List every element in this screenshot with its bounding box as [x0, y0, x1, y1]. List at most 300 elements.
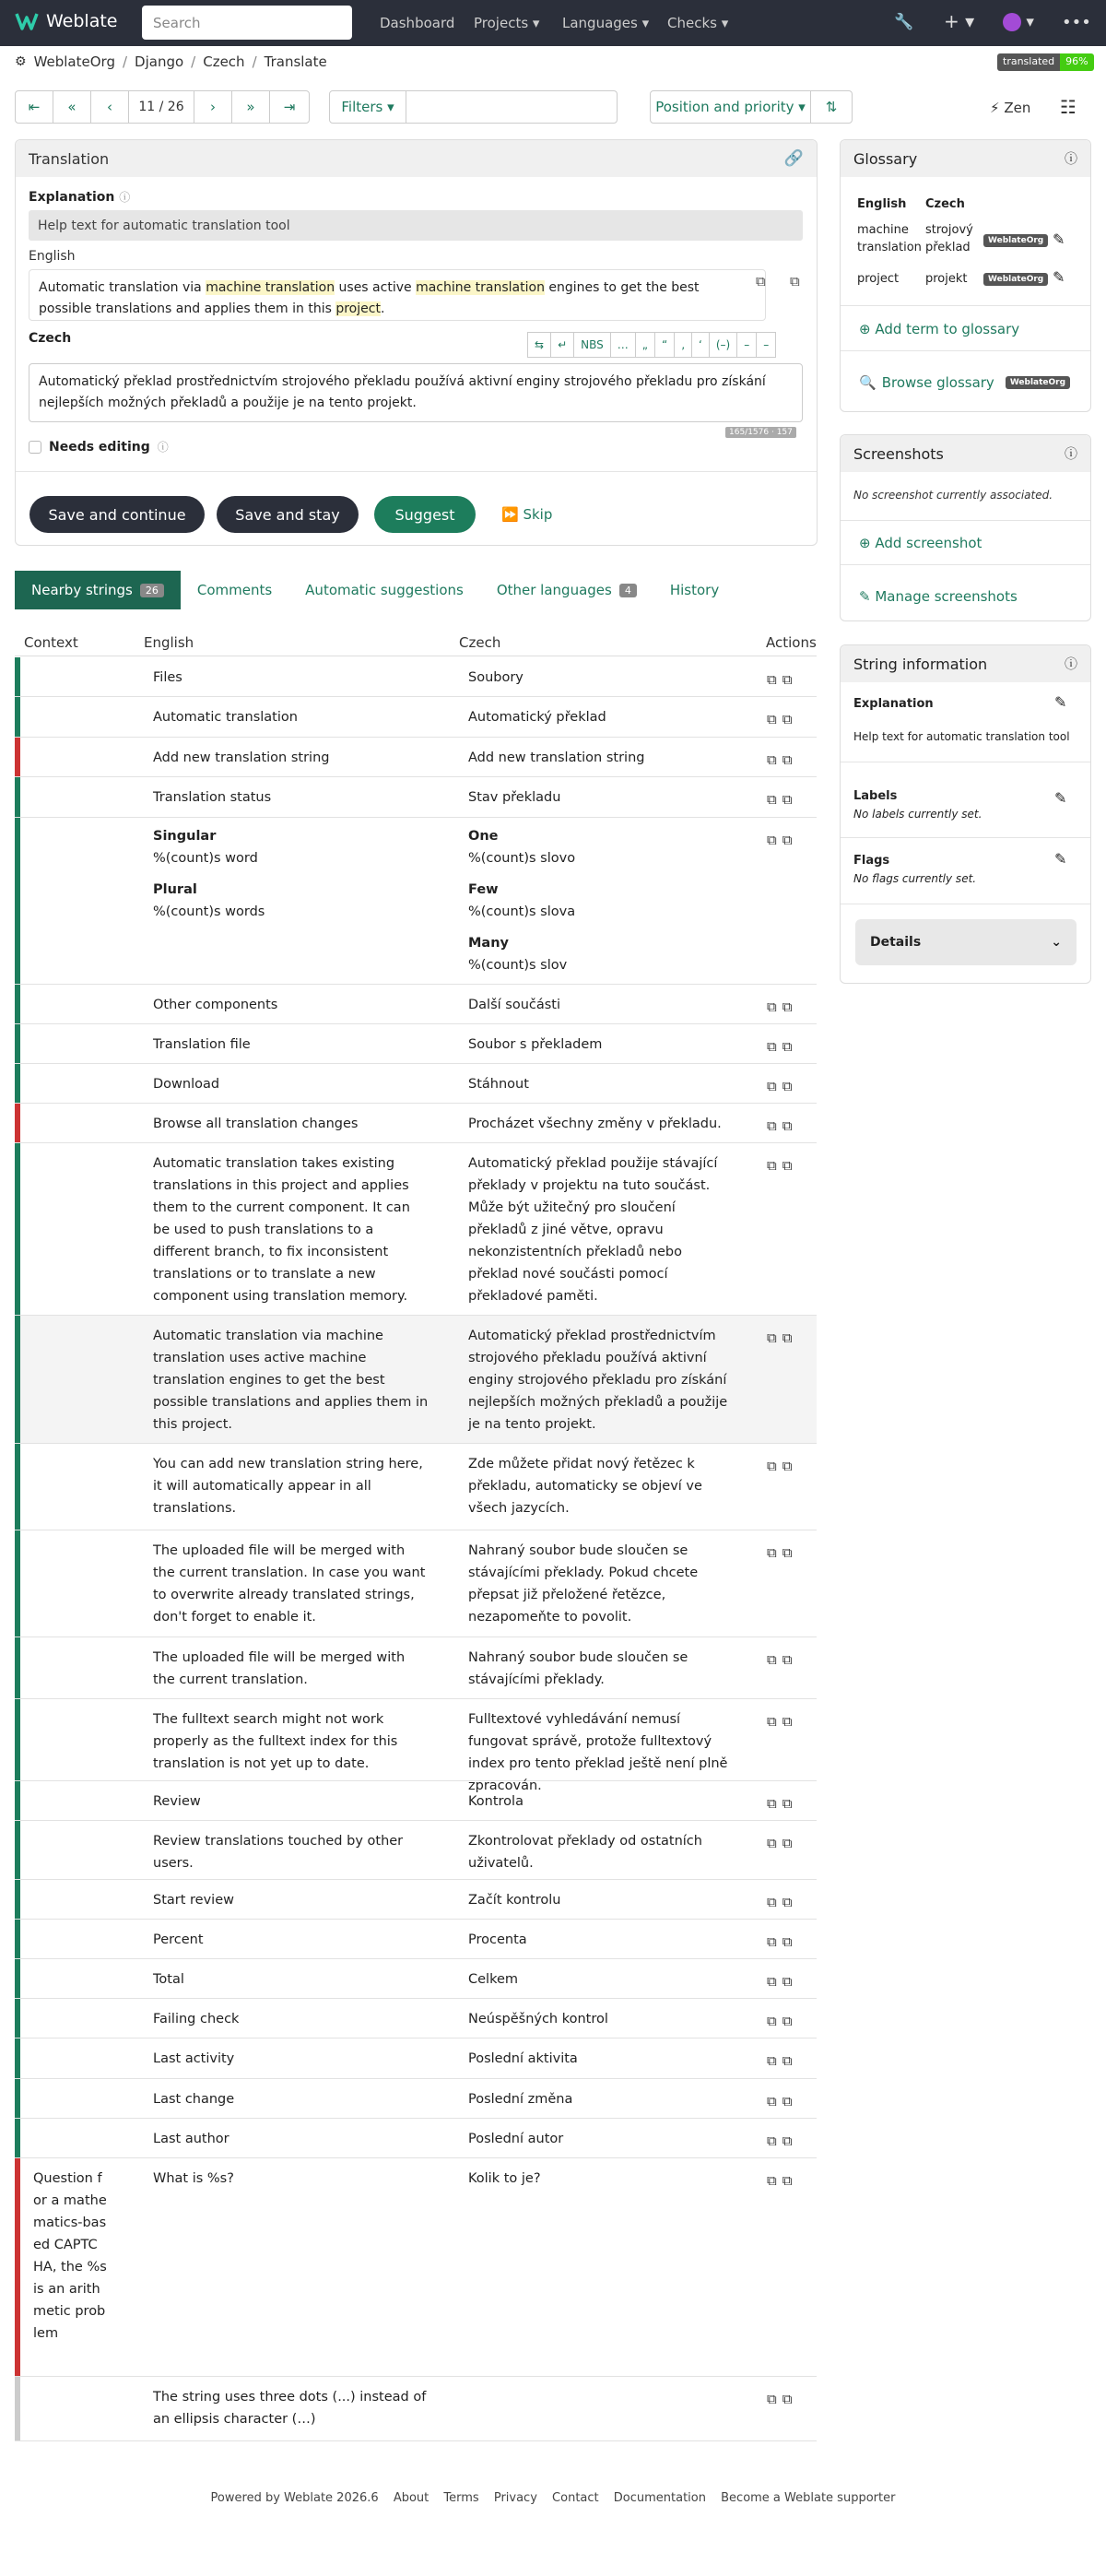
table-row[interactable]	[15, 1821, 817, 1880]
col-english: English	[144, 634, 194, 651]
table-row[interactable]	[15, 1316, 817, 1444]
clone-icon[interactable]: ⧉	[782, 2093, 793, 2109]
copy-icon[interactable]: ⧉	[767, 998, 777, 1015]
info-icon[interactable]: ⓘ	[1065, 152, 1077, 167]
status-bar	[15, 738, 20, 776]
row-actions	[767, 2388, 792, 2410]
translation-cell: Poslední změna	[468, 2092, 573, 2107]
clone-icon[interactable]: ⧉	[782, 1894, 793, 1910]
nav-dashboard[interactable]: Dashboard	[380, 15, 455, 31]
table-row[interactable]	[15, 985, 817, 1024]
copy-icon[interactable]: ⧉	[767, 1078, 777, 1094]
footer-support[interactable]: Become a Weblate supporter	[721, 2491, 896, 2505]
status-bar	[15, 1821, 20, 1879]
clone-icon[interactable]: ⧉	[782, 1544, 793, 1561]
table-row[interactable]	[15, 1637, 817, 1699]
status-bar	[15, 697, 20, 737]
browse-icon: 🔍	[859, 374, 877, 391]
crumb-translate: Translate	[264, 53, 327, 70]
row-actions	[767, 2010, 792, 2032]
clone-icon[interactable]: ⧉	[782, 2172, 793, 2189]
clone-icon[interactable]: ⧉	[782, 751, 793, 768]
row-actions	[767, 1075, 792, 1097]
translation-cell: Fulltextové vyhledávání nemusí fungovat správě, protože fulltextový index pro tento překlad ještě není plně zpracován.	[468, 1712, 728, 1793]
plural-cs-one: %(count)s slovo	[468, 851, 576, 866]
copy-source-icon[interactable]: ⧉	[756, 273, 766, 290]
glossary-term-cs: strojový překlad	[925, 223, 973, 254]
translated-badge[interactable]	[997, 53, 1094, 71]
clone-icon[interactable]: ⧉	[782, 791, 793, 808]
clone-icon[interactable]: ⧉	[782, 998, 793, 1015]
char-counter: 165/1576 · 157	[725, 427, 796, 438]
row-actions	[767, 1648, 792, 1671]
row-actions	[767, 788, 792, 810]
details-accordion[interactable]	[855, 919, 1077, 965]
strings-table-header	[15, 629, 817, 656]
col-actions: Actions	[766, 634, 817, 651]
search-input[interactable]	[142, 6, 352, 40]
source-cell: The string uses three dots (...) instead of an ellipsis character (…)	[153, 2390, 427, 2427]
source-cell: Automatic translation takes existing translations in this project and applies them to the current component. It can be used to push translations to a different branch, to fix inconsistent translations or to translate a new component using translation memory.	[153, 1156, 410, 1304]
status-bar	[15, 985, 20, 1023]
info-explanation-label: Explanation	[853, 697, 934, 711]
status-bar	[15, 1637, 20, 1698]
first-string-button[interactable]: ⇤	[15, 90, 53, 124]
edit-explanation-icon[interactable]: ✎	[1054, 693, 1067, 711]
status-bar	[15, 1024, 20, 1063]
clone-icon[interactable]: ⧉	[782, 1078, 793, 1094]
table-row[interactable]	[15, 1959, 817, 1999]
previous-fast-button[interactable]: «	[53, 90, 91, 124]
table-row[interactable]	[15, 1781, 817, 1821]
row-actions	[767, 2169, 792, 2192]
crumb-sep: /	[191, 53, 196, 70]
screenshots-panel	[840, 434, 1091, 621]
zen-icon: ⚡	[990, 100, 1000, 116]
skip-icon: ⏩	[501, 506, 519, 523]
toolbar-nbsp-button[interactable]: NBS	[573, 332, 611, 358]
copy-icon[interactable]: ⧉	[767, 751, 777, 768]
badge-label: translated	[997, 53, 1060, 71]
glossary-highlight[interactable]: machine translation	[206, 280, 335, 295]
clone-icon[interactable]: ⧉	[782, 1117, 793, 1134]
row-actions	[767, 1832, 792, 1854]
row-actions	[767, 829, 792, 851]
row-actions	[767, 749, 792, 771]
plural-label-many: Many	[468, 936, 509, 951]
status-bar	[15, 2119, 20, 2157]
table-row[interactable]	[15, 2119, 817, 2158]
status-bar	[15, 1999, 20, 2038]
source-cell: Automatic translation via machine translation uses active machine translation engines to get the best possible translations and applies them in this project.	[153, 1329, 429, 1432]
row-actions	[767, 1455, 792, 1477]
translation-cell: Procenta	[468, 1932, 527, 1947]
translation-textarea[interactable]: Automatický překlad prostřednictvím strojového překladu používá aktivní enginy strojového překladu pro získání nejlepších možných překladů a použije je na tento projekt.	[29, 363, 803, 422]
zen-button[interactable]	[990, 100, 1030, 116]
copy-icon[interactable]: ⧉	[767, 1933, 777, 1950]
add-term-link[interactable]: ⊕ Add term to glossary	[859, 321, 1020, 337]
nav-projects[interactable]: Projects ▾	[474, 15, 540, 31]
footer-documentation[interactable]: Documentation	[613, 2491, 706, 2505]
plural-label-few: Few	[468, 882, 499, 897]
source-cell: Review	[153, 1794, 201, 1809]
row-actions	[767, 1327, 792, 1349]
translation-cell: Zde můžete přidat nový řetězec k překladu, automaticky se objeví ve všech jazycích.	[468, 1457, 702, 1516]
source-language-label: English	[29, 249, 76, 264]
translation-cell: Neúspěšných kontrol	[468, 2012, 608, 2027]
clone-icon[interactable]: ⧉	[782, 2052, 793, 2069]
copy-icon[interactable]: ⧉	[767, 2133, 777, 2149]
footer-about[interactable]: About	[393, 2491, 429, 2505]
edit-labels-icon[interactable]: ✎	[1054, 789, 1067, 807]
status-bar	[15, 1781, 20, 1820]
translation-cell: Kolik to je?	[468, 2171, 541, 2186]
translation-cell: Další součásti	[468, 998, 561, 1012]
glossary-term-cs: projekt	[925, 272, 968, 286]
table-row[interactable]	[15, 697, 817, 738]
previous-string-button[interactable]: ‹	[90, 90, 129, 124]
translation-panel	[15, 139, 818, 546]
weblate-logo-icon	[15, 12, 39, 30]
info-flags-label: Flags	[853, 854, 890, 868]
context-cell: Question for a mathematics-based CAPTCHA, the %s is an arithmetic problem	[33, 2171, 107, 2341]
copy-icon[interactable]: ⧉	[767, 1117, 777, 1134]
toolbar-dash-button[interactable]: (–)	[709, 332, 737, 358]
table-row[interactable]	[15, 1999, 817, 2038]
copy-icon[interactable]: ⧉	[767, 2052, 777, 2069]
toolbar-dash-button[interactable]: –	[756, 332, 776, 358]
table-row[interactable]	[15, 2038, 817, 2079]
translation-cell: Automatický překlad	[468, 710, 606, 725]
clone-icon[interactable]: ⧉	[782, 1651, 793, 1668]
glossary-highlight[interactable]: machine translation	[416, 280, 545, 295]
info-icon: ⓘ	[119, 191, 131, 204]
translation-panel-header	[16, 140, 817, 177]
divider	[841, 564, 1090, 565]
badge-value: 96%	[1060, 53, 1093, 71]
info-icon[interactable]: ⓘ	[1065, 657, 1077, 672]
nearby-count-badge: 26	[140, 584, 164, 597]
search-placeholder: Search	[153, 14, 201, 31]
table-row[interactable]	[15, 1064, 817, 1104]
copy-icon[interactable]: ⧉	[767, 2013, 777, 2029]
translation-panel-title: Translation	[29, 149, 110, 168]
status-bar	[15, 1104, 20, 1142]
table-row[interactable]	[15, 657, 817, 697]
source-cell: Last author	[153, 2132, 229, 2146]
copy-icon[interactable]: ⧉	[767, 791, 777, 808]
col-czech: Czech	[459, 634, 501, 651]
table-row[interactable]	[15, 1880, 817, 1920]
table-row[interactable]	[15, 1444, 817, 1530]
filters-dropdown[interactable]: Filters ▾	[329, 90, 406, 124]
divider	[16, 471, 817, 472]
edit-pencil-icon[interactable]: ✎	[1053, 230, 1065, 248]
filter-query-input[interactable]	[406, 90, 618, 124]
add-screenshot-link[interactable]: ⊕ Add screenshot	[859, 535, 982, 551]
copy-icon[interactable]: ⧉	[767, 1835, 777, 1851]
glossary-term-en: machine translation	[857, 223, 922, 254]
clone-icon[interactable]: ⧉	[782, 1038, 793, 1055]
brand-logo[interactable]	[15, 11, 117, 31]
special-chars-toolbar	[528, 332, 776, 358]
row-actions	[767, 708, 792, 730]
copy-icon[interactable]: ⧉	[767, 1458, 777, 1474]
source-cell: Translation file	[153, 1037, 251, 1052]
clone-icon[interactable]: ⧉	[782, 1933, 793, 1950]
source-cell: Failing check	[153, 2012, 240, 2027]
brand-name: Weblate	[46, 11, 118, 31]
table-row[interactable]	[15, 738, 817, 777]
source-cell: Other components	[153, 998, 278, 1012]
source-cell: Download	[153, 1077, 220, 1092]
status-bar	[15, 2038, 20, 2078]
copy-icon[interactable]: ⧉	[767, 1651, 777, 1668]
translation-cell: Začít kontrolu	[468, 1893, 561, 1908]
copy-icon[interactable]: ⧉	[767, 1544, 777, 1561]
save-and-continue-button[interactable]: Save and continue	[29, 496, 205, 533]
glossary-term-en: project	[857, 272, 900, 286]
needs-editing-checkbox[interactable]	[29, 439, 169, 455]
settings-sliders-icon[interactable]: ☷	[1060, 96, 1077, 118]
plural-en-other: %(count)s words	[153, 904, 265, 919]
crumb-sep: /	[122, 53, 128, 70]
copy-icon[interactable]: ⧉	[767, 671, 777, 688]
next-string-button[interactable]: ›	[194, 90, 232, 124]
clone-icon[interactable]: ⧉	[782, 832, 793, 848]
browse-glossary-link[interactable]: 🔍 Browse glossary WeblateOrg	[859, 374, 1070, 391]
translation-cell: Stáhnout	[468, 1077, 529, 1092]
row-actions	[767, 1115, 792, 1137]
explanation-label: Explanation ⓘ	[29, 190, 131, 205]
info-labels-label: Labels	[853, 789, 898, 803]
toolbar-swap-button[interactable]: ⇆	[527, 332, 551, 358]
toolbar-quote-button[interactable]: „	[635, 332, 655, 358]
tab-automatic-suggestions[interactable]: Automatic suggestions	[305, 582, 464, 598]
row-actions	[767, 1891, 792, 1913]
no-screenshot-text: No screenshot currently associated.	[853, 489, 1053, 502]
crumb-language[interactable]: Czech	[203, 53, 245, 70]
next-fast-button[interactable]: »	[231, 90, 270, 124]
copy-icon[interactable]: ⧉	[767, 1329, 777, 1346]
clone-icon[interactable]: ⧉	[782, 1973, 793, 1990]
info-icon[interactable]: ⓘ	[1065, 447, 1077, 462]
status-bar	[15, 1530, 20, 1637]
zen-label: Zen	[1004, 100, 1031, 116]
info-explanation-text: Help text for automatic translation tool	[853, 730, 1070, 743]
row-actions	[767, 668, 792, 691]
last-string-button[interactable]: ⇥	[269, 90, 310, 124]
toolbar-quote-button[interactable]: ‘	[691, 332, 710, 358]
status-bar	[15, 657, 20, 696]
row-actions	[767, 1542, 792, 1564]
row-actions	[767, 996, 792, 1018]
string-info-title: String information	[853, 655, 988, 673]
source-cell: Translation status	[153, 790, 272, 805]
toolbar-quote-button[interactable]: ‚	[674, 332, 692, 358]
clone-icon[interactable]: ⧉	[782, 2391, 793, 2407]
edit-pencil-icon[interactable]: ✎	[1053, 268, 1065, 286]
status-bar	[15, 1959, 20, 1998]
divider	[841, 305, 1090, 306]
footer-privacy[interactable]: Privacy	[493, 2491, 537, 2505]
string-info-panel	[840, 644, 1091, 984]
plus-circle-icon: ⊕	[859, 535, 871, 551]
clone-source-icon[interactable]: ⧉	[790, 273, 800, 290]
link-icon[interactable]: 🔗	[783, 149, 804, 168]
table-row[interactable]	[15, 1530, 817, 1637]
glossary-col-english: English	[857, 197, 907, 211]
divider	[841, 350, 1090, 351]
copy-icon[interactable]: ⧉	[767, 1795, 777, 1812]
divider	[841, 520, 1090, 521]
needs-editing-label: Needs editing	[49, 439, 150, 455]
table-row[interactable]	[15, 2158, 817, 2377]
skip-button[interactable]	[501, 506, 552, 523]
toolbar-ellipsis-button[interactable]: …	[610, 332, 636, 358]
copy-icon[interactable]: ⧉	[767, 1038, 777, 1055]
row-actions	[767, 2130, 792, 2152]
sort-direction-icon[interactable]: ⇅	[810, 90, 853, 124]
source-cell: Total	[153, 1972, 184, 1987]
translation-cell: Kontrola	[468, 1794, 524, 1809]
row-actions	[767, 1931, 792, 1953]
save-and-stay-button[interactable]: Save and stay	[217, 496, 359, 533]
clone-icon[interactable]: ⧉	[782, 1713, 793, 1730]
copy-icon[interactable]: ⧉	[767, 1713, 777, 1730]
copy-icon[interactable]: ⧉	[767, 1973, 777, 1990]
source-cell: The uploaded file will be merged with the current translation. In case you want to overwrite already translated strings, don't forget to enable it.	[153, 1543, 426, 1625]
table-row[interactable]	[15, 1104, 817, 1143]
table-row[interactable]	[15, 2377, 817, 2441]
clone-icon[interactable]: ⧉	[782, 1835, 793, 1851]
glossary-tag: WeblateOrg	[1006, 376, 1070, 389]
user-avatar-icon[interactable]: ▾	[1003, 13, 1034, 31]
source-cell: Automatic translation	[153, 710, 298, 725]
copy-icon[interactable]: ⧉	[767, 1157, 777, 1174]
copy-icon[interactable]: ⧉	[767, 832, 777, 848]
clone-icon[interactable]: ⧉	[782, 1458, 793, 1474]
row-actions	[767, 1035, 792, 1058]
translation-cell: Nahraný soubor bude sloučen se stávajícími překlady. Pokud chcete přepsat již přeložené řetězce, nezapomeňte to povolit.	[468, 1543, 699, 1625]
table-row[interactable]	[15, 1699, 817, 1793]
clone-icon[interactable]: ⧉	[782, 1157, 793, 1174]
checkbox-box[interactable]	[29, 441, 41, 454]
clone-icon[interactable]: ⧉	[782, 2133, 793, 2149]
clone-icon[interactable]: ⧉	[782, 1795, 793, 1812]
table-row[interactable]	[15, 1920, 817, 1959]
translation-cell: Automatický překlad prostřednictvím strojového překladu používá aktivní enginy strojového překladu pro získání nejlepších možných překladů a použije je na tento projekt.	[468, 1329, 728, 1432]
info-flags-text: No flags currently set.	[853, 872, 977, 885]
wrench-icon[interactable]: 🔧	[894, 13, 914, 31]
suggest-button[interactable]: Suggest	[374, 496, 476, 533]
more-menu-icon[interactable]: •••	[1062, 13, 1091, 32]
col-context: Context	[24, 634, 78, 651]
tab-nearby-strings[interactable]: Nearby strings 26	[15, 571, 181, 609]
translation-cell: Poslední autor	[468, 2132, 564, 2146]
footer-powered[interactable]: Powered by Weblate 2026.6	[210, 2491, 379, 2505]
table-row[interactable]	[15, 777, 817, 818]
clone-icon[interactable]: ⧉	[782, 1329, 793, 1346]
nav-languages[interactable]: Languages ▾	[562, 15, 650, 31]
details-label: Details	[870, 935, 922, 950]
translation-cell: Nahraný soubor bude sloučen se stávajícími překlady.	[468, 1650, 688, 1687]
table-row[interactable]	[15, 2079, 817, 2119]
glossary-tag: WeblateOrg	[983, 234, 1048, 247]
nav-checks[interactable]: Checks ▾	[667, 15, 729, 31]
toolbar-newline-button[interactable]: ↵	[550, 332, 574, 358]
copy-icon[interactable]: ⧉	[767, 2391, 777, 2407]
toolbar-quote-button[interactable]: “	[654, 332, 675, 358]
manage-screenshots-link[interactable]: ✎ Manage screenshots	[859, 588, 1018, 605]
copy-icon[interactable]: ⧉	[767, 2093, 777, 2109]
status-bar	[15, 1699, 20, 1780]
table-row[interactable]	[15, 1143, 817, 1316]
translation-cell: Soubory	[468, 670, 524, 685]
copy-icon[interactable]: ⧉	[767, 2172, 777, 2189]
source-cell: The fulltext search might not work properly as the fulltext index for this translation is not yet up to date.	[153, 1712, 398, 1771]
add-menu-icon[interactable]: + ▾	[944, 10, 975, 32]
plural-label-singular: Singular	[153, 829, 217, 844]
tab-history[interactable]: History	[669, 582, 720, 598]
row-actions	[767, 2050, 792, 2072]
table-row[interactable]	[15, 818, 817, 985]
position-indicator[interactable]: 11 / 26	[128, 90, 194, 124]
plural-cs-few: %(count)s slova	[468, 904, 576, 919]
edit-flags-icon[interactable]: ✎	[1054, 850, 1067, 868]
translation-cell: Add new translation string	[468, 750, 645, 765]
row-actions	[767, 1154, 792, 1176]
crumb-component[interactable]: Django	[135, 53, 184, 70]
clone-icon[interactable]: ⧉	[782, 671, 793, 688]
status-bar	[15, 1064, 20, 1103]
source-cell: Review translations touched by other users.	[153, 1834, 404, 1871]
pencil-icon: ✎	[859, 588, 871, 605]
row-actions	[767, 1710, 792, 1732]
status-bar	[15, 2079, 20, 2118]
glossary-highlight[interactable]: project	[335, 301, 381, 316]
status-bar	[15, 1316, 20, 1443]
clone-icon[interactable]: ⧉	[782, 711, 793, 727]
toolbar-dash-button[interactable]: –	[736, 332, 757, 358]
footer-terms[interactable]: Terms	[443, 2491, 479, 2505]
screenshots-title: Screenshots	[853, 444, 944, 463]
status-bar	[15, 1880, 20, 1919]
table-row[interactable]	[15, 1024, 817, 1064]
plural-cs-many: %(count)s slov	[468, 958, 568, 973]
source-cell: You can add new translation string here, it will automatically appear in all translations.	[153, 1457, 423, 1516]
status-bar	[15, 818, 20, 984]
status-bar	[15, 2158, 20, 2376]
info-labels-text: No labels currently set.	[853, 808, 982, 821]
clone-icon[interactable]: ⧉	[782, 2013, 793, 2029]
copy-icon[interactable]: ⧉	[767, 1894, 777, 1910]
copy-icon[interactable]: ⧉	[767, 711, 777, 727]
footer-contact[interactable]: Contact	[552, 2491, 599, 2505]
status-bar	[15, 1143, 20, 1315]
plural-en-one: %(count)s word	[153, 851, 258, 866]
tab-other-languages[interactable]: Other languages 4	[480, 571, 653, 609]
sort-dropdown[interactable]: Position and priority ▾	[650, 90, 811, 124]
tab-comments[interactable]: Comments	[196, 582, 273, 598]
crumb-sep: /	[252, 53, 257, 70]
glossary-tag: WeblateOrg	[983, 273, 1048, 286]
info-icon: ⓘ	[157, 441, 169, 454]
translation-cell: Celkem	[468, 1972, 518, 1987]
target-language-label: Czech	[29, 331, 72, 346]
crumb-project[interactable]: WeblateOrg	[33, 53, 115, 70]
plural-label-plural: Plural	[153, 882, 197, 897]
